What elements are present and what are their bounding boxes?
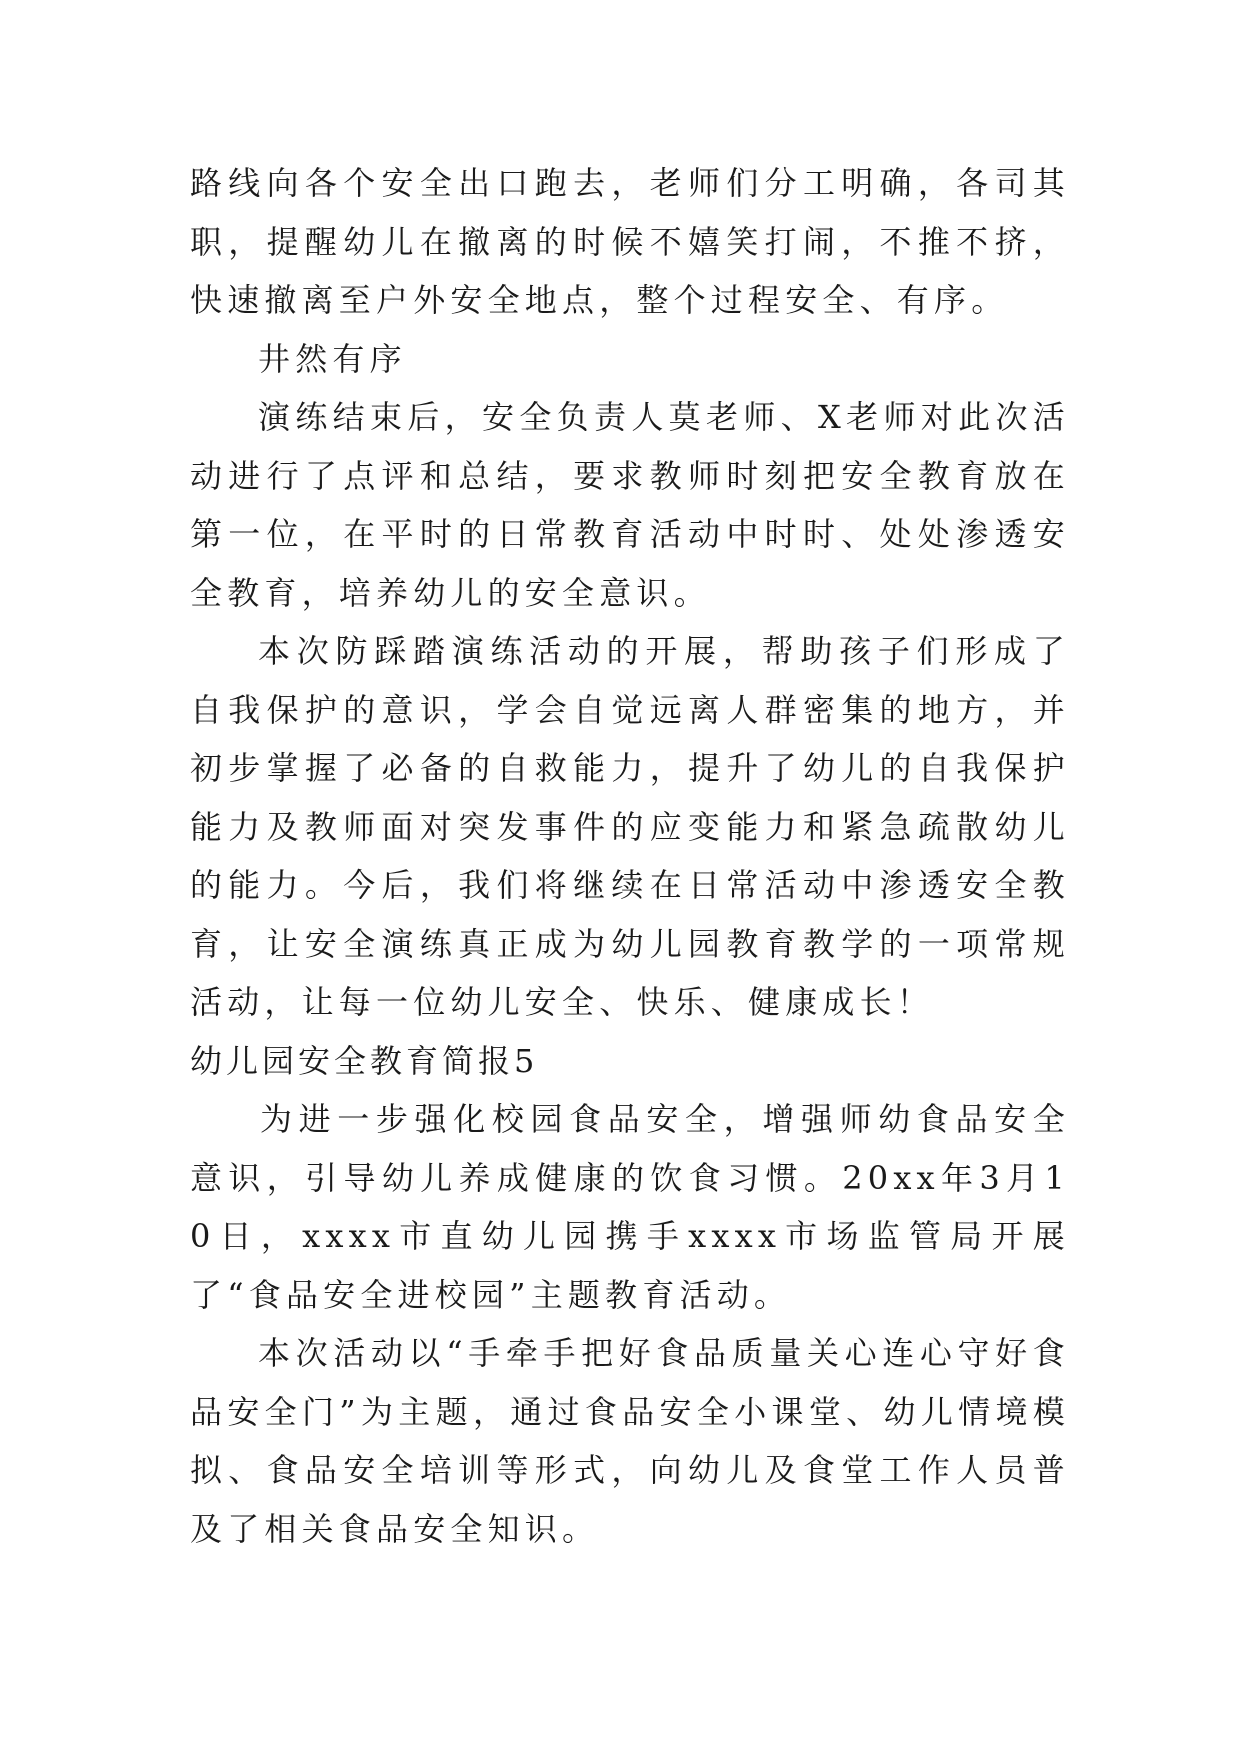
paragraph-evacuation: 路线向各个安全出口跑去，老师们分工明确，各司其职，提醒幼儿在撤离的时候不嬉笑打闹，不推不挤，快速撤离至户外安全地点，整个过程安全、有序。 bbox=[190, 164, 1070, 319]
paragraph-food-safety-theme: 本次活动以“手牵手把好食品质量关心连心守好食品安全门”为主题，通过食品安全小课堂、幼儿情境模拟、食品安全培训等形式，向幼儿及食堂工作人员普及了相关食品安全知识。 bbox=[190, 1334, 1070, 1548]
paragraph-summary: 本次防踩踏演练活动的开展，帮助孩子们形成了自我保护的意识，学会自觉远离人群密集的地方，并初步掌握了必备的自救能力，提升了幼儿的自我保护能力及教师面对突发事件的应变能力和紧急疏散幼儿的能力。今后，我们将继续在日常活动中渗透安全教育，让安全演练真正成为幼儿园教育教学的一项常规活动，让每一位幼儿安全、快乐、健康成长！ bbox=[190, 632, 1070, 1021]
paragraph-orderly: 井然有序 bbox=[258, 339, 407, 378]
section-title: 幼儿园安全教育简报5 bbox=[190, 1041, 539, 1080]
paragraph-food-safety-intro: 为进一步强化校园食品安全，增强师幼食品安全意识，引导幼儿养成健康的饮食习惯。20xx年3月10日，xxxx市直幼儿园携手xxxx市场监管局开展了“食品安全进校园”主题教育活动。 bbox=[190, 1100, 1070, 1314]
paragraph-review: 演练结束后，安全负责人莫老师、X老师对此次活动进行了点评和总结，要求教师时刻把安全教育放在第一位，在平时的日常教育活动中时时、处处渗透安全教育，培养幼儿的安全意识。 bbox=[190, 398, 1070, 612]
document-body bbox=[190, 154, 1070, 1558]
